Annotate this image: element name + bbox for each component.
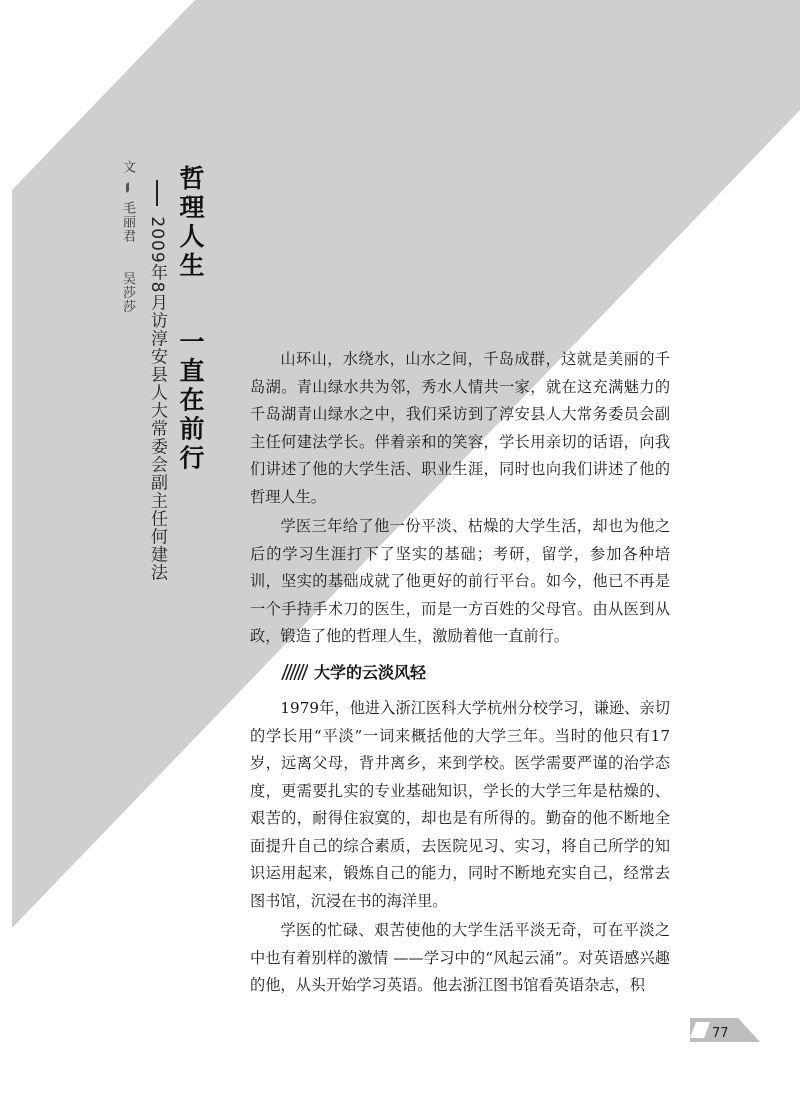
section-text: [250, 695, 670, 1002]
section-heading: [280, 660, 426, 683]
intro-text: [250, 346, 670, 653]
page-number: 77: [712, 1026, 729, 1041]
title-part-2: 一直在前行: [176, 328, 205, 474]
article-title: [172, 165, 208, 473]
subtitle-text: 2009年8月访淳安县人大常委会副主任何建法: [147, 216, 167, 582]
intro-paragraph-1: 山环山，水绕水，山水之间，千岛成群，这就是美丽的千岛湖。青山绿水共为邻，秀水人情共一家，就在这充满魅力的千岛湖青山绿水之中，我们采访到了淳安县人大常务委员会副主任何建法学长。伴着亲和的笑容，学长用亲切的话语，向我们讲述了他的大学生活、职业生涯，同时也向我们讲述了他的哲理人生。: [250, 350, 670, 506]
striped-marker-icon: [280, 664, 308, 680]
author-name-2: 吴莎莎: [120, 271, 135, 314]
byline-separator-icon: [126, 182, 129, 193]
section-paragraph-2: 学医的忙碌、艰苦使他的大学生活平淡无奇，可在平淡之中也有着别样的激情 ——学习中的“风起云涌”。对英语感兴趣的他，从头开始学习英语。他去浙江图书馆看英语杂志，积: [250, 921, 670, 994]
byline-prefix: 文: [120, 160, 135, 174]
title-part-1: 哲理人生: [176, 165, 205, 281]
author-name-1: 毛丽君: [120, 201, 135, 244]
section-heading-label: 大学的云淡风轻: [314, 663, 427, 682]
intro-paragraph-2: 学医三年给了他一份平淡、枯燥的大学生活，却也为他之后的学习生涯打下了坚实的基础；考研，留学，参加各种培训，坚实的基础成就了他更好的前行平台。如今，他已不再是一个手持手术刀的医生，而是一方百姓的父母官。由从医到从政，锻造了他的哲理人生，激励着他一直前行。: [250, 517, 670, 645]
section-paragraph-1: 1979年，他进入浙江医科大学杭州分校学习，谦逊、亲切的学长用“平淡”一词来概括他的大学三年。当时的他只有17岁，远离父母，背井离乡，来到学校。医学需要严谨的治学态度，更需要扎实的专业基础知识，学长的大学三年是枯燥的、艰苦的，耐得住寂寞的，却也是有所得的。勤奋的他不断地全面提升自己的综合素质，去医院见习、实习，将自己所学的知识运用起来，锻炼自己的能力，同时不断地充实自己，经常去图书馆，沉浸在书的海洋里。: [250, 699, 670, 910]
article-subtitle: [145, 178, 170, 582]
byline: [118, 160, 137, 314]
subtitle-dash-icon: [156, 180, 158, 206]
